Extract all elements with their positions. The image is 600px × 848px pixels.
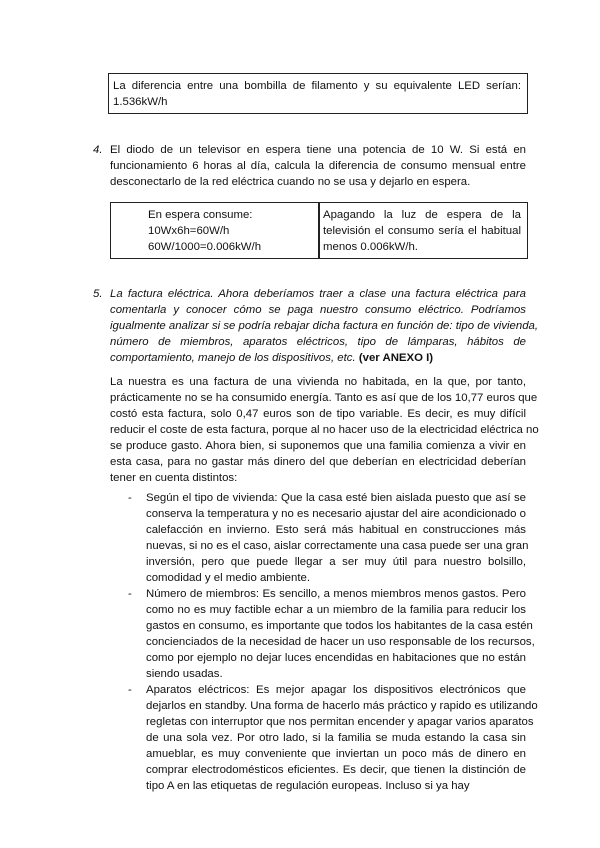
- text-line: Número de miembros: Es sencillo, a menos miembros menos gastos. Pero: [146, 588, 526, 600]
- text-line: [110, 350, 526, 366]
- bullet-dash: -: [128, 492, 132, 504]
- text-line: concienciados de la necesidad de hacer un uso responsable de los recursos,: [146, 636, 535, 648]
- text-line: número de miembros, aparatos eléctricos, tipo de lámparas, hábitos de: [110, 336, 526, 348]
- text-line: comentarla y conocer cómo se paga nuestro consumo eléctrico. Podríamos: [110, 304, 526, 316]
- text-line: Aparatos eléctricos: Es mejor apagar los dispositivos electrónicos que: [146, 684, 526, 696]
- text-line: dejarlos en standby. Una forma de hacerlo más práctico y rapido es utilizando: [146, 700, 538, 712]
- text-line: igualmente analizar si se podría rebajar dicha factura en función de: tipo de vivienda,: [110, 320, 539, 332]
- bullet-item: [110, 682, 538, 794]
- annex-reference: (ver ANEXO I): [358, 352, 434, 364]
- text-line: 60W/1000=0.006kW/h: [148, 241, 262, 253]
- text-line: prácticamente no se ha consumido energía. Tanto es así que de los 10,77 euros que: [110, 392, 538, 404]
- item-4-question: [110, 142, 526, 190]
- text-line: funcionamiento 6 horas al día, calcula la diferencia de consumo mensual entre: [110, 160, 526, 172]
- text-line: se produce gasto. Ahora bien, si suponemos que una familia comienza a vivir en: [110, 440, 526, 452]
- text-line: tener en cuenta distintos:: [110, 472, 238, 484]
- text-line: esta casa, para no gastar más dinero del que deberían en electricidad deberían: [110, 456, 526, 468]
- text-line: Según el tipo de vivienda: Que la casa esté bien aislada puesto que así se: [146, 492, 526, 504]
- text-line: tipo A en las etiquetas de regulación europeas. Incluso si ya hay: [146, 780, 470, 792]
- text-line: siendo usadas.: [146, 668, 223, 680]
- text-line: como no es muy factible echar a un miembro de la familia para reducir los: [146, 604, 526, 616]
- text-line: desconectarlo de la red eléctrica cuando no se usa y dejarlo en espera.: [110, 176, 471, 188]
- item-4-number: 4.: [93, 144, 103, 156]
- text-line-end: comportamiento, manejo de los dispositivos, etc.: [110, 352, 356, 364]
- text-line: de una sola vez. Por otro lado, si la familia se muda estando la casa sin: [146, 732, 526, 744]
- text-line: amueblar, es muy conveniente que inviertan un poco más de dinero en: [146, 748, 526, 760]
- text-line: televisión el consumo sería el habitual: [323, 225, 521, 237]
- text-line: conserva la temperatura y no es necesario ajustar del aire acondicionado o: [146, 508, 526, 520]
- text-line: La factura eléctrica. Ahora deberíamos traer a clase una factura eléctrica para: [110, 288, 526, 300]
- answer-paragraph: [110, 374, 539, 486]
- answer-box-led: [108, 73, 528, 114]
- bullet-dash: -: [128, 588, 132, 600]
- bullet-item: [110, 586, 535, 682]
- text-line: 10Wx6h=60W/h: [148, 225, 230, 237]
- table-cell-left: [148, 207, 261, 255]
- text-line: La nuestra es una factura de una vivienda no habitada, en la que, por tanto,: [110, 376, 526, 388]
- text-line: regletas con interruptor que nos permitan encender y apagar varios aparatos: [146, 716, 534, 728]
- item-5-number: 5.: [93, 288, 103, 300]
- text-line: comodidad y el medio ambiente.: [146, 572, 310, 584]
- text-line: nuevas, si no es el caso, aislar correctamente una casa puede ser una gran: [146, 540, 529, 552]
- bullet-item: [110, 490, 529, 586]
- text-line: reducir el coste de esta factura, porque al no hacer uso de la electricidad eléctrica no: [110, 424, 539, 436]
- text-line: Apagando la luz de espera de la: [323, 209, 521, 221]
- text-line: inversión, pero que puede llegar a ser muy útil para nuestro bolsillo,: [146, 556, 526, 568]
- text-line: menos 0.006kW/h.: [323, 241, 418, 253]
- text-line: gastos en consumo, es importante que todos los habitantes de la casa estén: [146, 620, 533, 632]
- table-cell-right: [323, 207, 521, 255]
- text-line: En espera consume:: [148, 209, 253, 221]
- answer-table-tv: [110, 202, 528, 259]
- text-line: calefacción en invierno. Esto será más habitual en construcciones más: [146, 524, 526, 536]
- text-line: El diodo de un televisor en espera tiene una potencia de 10 W. Si está en: [110, 144, 526, 156]
- text-line: como por ejemplo no dejar luces encendidas en habitaciones que no están: [146, 652, 526, 664]
- text-line: costó esta factura, solo 0,47 euros son de tipo variable. Es decir, es muy difícil: [110, 408, 526, 420]
- table-divider: [318, 203, 320, 258]
- item-5-question: [110, 286, 539, 366]
- text-line: 1.536kW/h: [113, 96, 168, 108]
- bullet-list: [110, 490, 538, 794]
- bullet-dash: -: [128, 684, 132, 696]
- text-line: La diferencia entre una bombilla de filamento y su equivalente LED serían:: [113, 80, 521, 92]
- text-line: comprar electrodomésticos eficientes. Es decir, que tienen la distinción de: [146, 764, 526, 776]
